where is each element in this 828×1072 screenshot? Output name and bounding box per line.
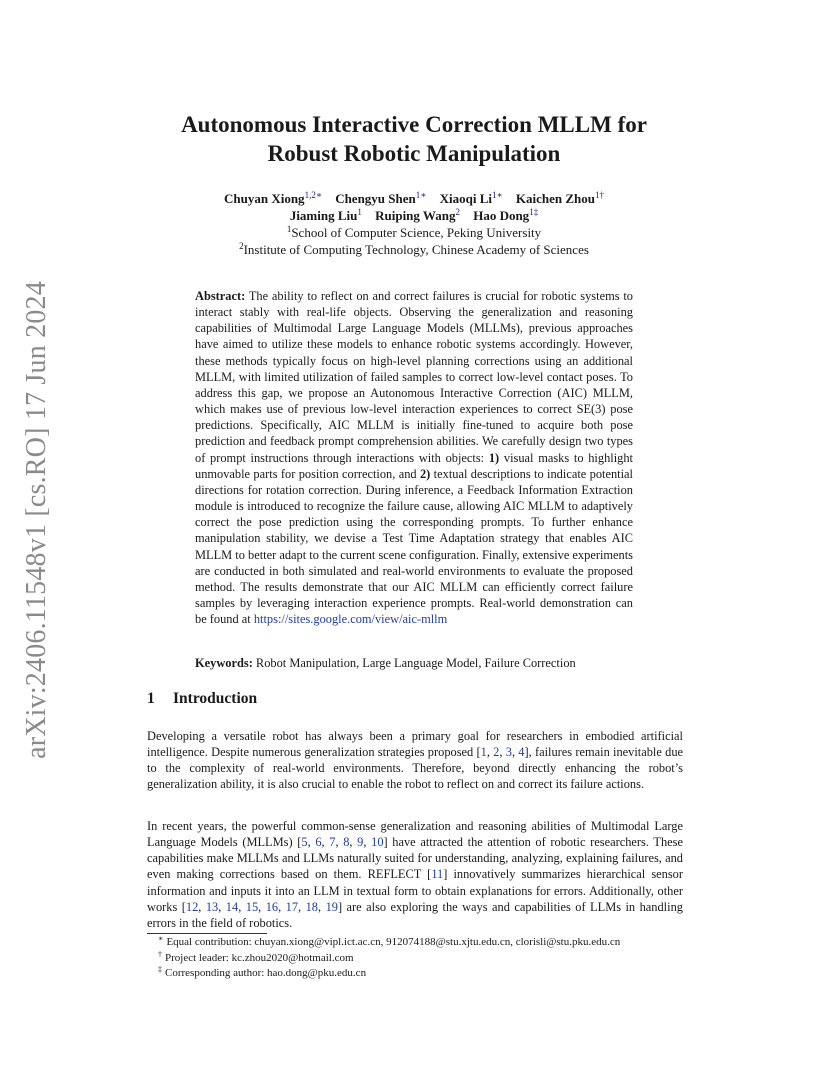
abstract <box>195 288 633 627</box>
section-title: Introduction <box>173 690 258 707</box>
citation-link[interactable]: 18 <box>305 899 318 914</box>
author-affiliation-mark[interactable]: 1 <box>357 207 362 217</box>
footnote-divider <box>147 933 267 934</box>
title-line-2: Robust Robotic Manipulation <box>267 141 561 166</box>
affiliation-text: School of Computer Science, Peking University <box>291 225 542 240</box>
body-text: ] have attracted the attention of robotic researchers. These capabilities make MLLMs and LLMs naturally suited for understanding, analyzing, explaining failures, and even making corrections based on them. REFLECT [ <box>147 835 683 882</box>
author-name: Chuyan Xiong <box>224 191 305 206</box>
section-heading <box>147 690 257 708</box>
citation-link[interactable]: 15 <box>245 899 259 914</box>
abstract-text: visual masks to highlight unmovable parts for position correction, and <box>195 450 633 481</box>
citation-link[interactable]: 13 <box>205 899 219 914</box>
citation-link[interactable]: 16 <box>265 899 279 914</box>
footnote-corresponding-author <box>158 966 620 982</box>
section-number: 1 <box>147 690 155 707</box>
footnote-text: Corresponding author: hao.dong@pku.edu.cn <box>165 967 367 979</box>
abstract-paragraph <box>195 288 633 627</box>
citation-link[interactable]: 17 <box>285 899 299 914</box>
body-text: ] innovatively summarizes hierarchical sensor information and inputs it into an LLM in textual form to obtain explanations for errors. Additionally, other works [ <box>147 867 683 914</box>
keywords <box>195 655 633 671</box>
abstract-item-marker: 2) <box>419 466 431 481</box>
abstract-text: The ability to reflect on and correct failures is crucial for robotic systems to interact stably with real-life objects. Observing the generalization and reasoning capabilities of Multimodal Large Language Models (MLLMs), previous approaches have aimed to utilize these models to enhance robotic systems accordingly. However, these methods typically focus on high-level planning corrections using an additional MLLM, with limited utilization of failed samples to correct low-level contact poses. To address this gap, we propose an Autonomous Interactive Correction (AIC) MLLM, which makes use of previous low-level interaction experiences to correct SE(3) pose predictions. Specifically, AIC MLLM is initially fine-tuned to acquire both pose prediction and feedback prompt comprehension abilities. We carefully design two types of prompt instructions through interactions with objects: <box>195 289 633 465</box>
keywords-label: Keywords: <box>195 656 253 670</box>
abstract-label: Abstract: <box>195 289 246 303</box>
author-name: Ruiping Wang <box>375 208 456 223</box>
citation-link[interactable]: 5 <box>301 835 308 850</box>
author-name: Hao Dong <box>473 208 530 223</box>
citation-link[interactable]: 4 <box>518 745 525 760</box>
footnotes <box>158 935 620 982</box>
author-block <box>110 190 718 258</box>
citation-link[interactable]: 10 <box>371 835 384 850</box>
abstract-item-marker: 1) <box>488 450 500 465</box>
citation-link[interactable]: 3 <box>505 745 512 760</box>
footnote-text: Equal contribution: chuyan.xiong@vipl.ict.ac.cn, 912074188@stu.xjtu.edu.cn, clorisli@stu.pku.edu.cn <box>166 936 621 948</box>
author-line-1 <box>110 190 718 207</box>
author-affiliation-mark[interactable]: 2 <box>455 207 460 217</box>
affiliation-2 <box>110 241 718 258</box>
citation-link[interactable]: 9 <box>357 835 364 850</box>
author-affiliation-mark[interactable]: 1∗ <box>415 190 427 200</box>
citation-link[interactable]: 11 <box>431 867 444 882</box>
author-line-2 <box>110 207 718 224</box>
citation-link[interactable]: 8 <box>343 835 350 850</box>
citation-link[interactable]: 7 <box>329 835 336 850</box>
body-text: ] are also exploring the ways and capabilities of LLMs in handling errors in the field of robotics. <box>147 899 683 930</box>
footnote-mark: ∗ <box>158 934 164 943</box>
body-text: In recent years, the powerful common-sense generalization and reasoning abilities of Multimodal Large Language Models (MLLMs) [ <box>147 819 683 850</box>
author-affiliation-mark[interactable]: 1∗ <box>492 190 503 200</box>
demo-link[interactable]: https://sites.google.com/view/aic-mllm <box>253 612 448 627</box>
affiliation-mark: 1 <box>286 224 292 234</box>
intro-paragraph-1: Developing a versatile robot has always been a primary goal for researchers in embodied artificial intelligence. Despite numerous generalization strategies proposed [1, 2, 3, 4], failures remain inevitable due to the complexity of real-world environments. Therefore, beyond directly enhancing the robot’s generalization ability, it is also crucial to enable the robot to reflect on and correct its failure actions. <box>147 729 684 792</box>
footnote-equal-contribution <box>158 935 620 951</box>
footnote-text: Project leader: kc.zhou2020@hotmail.com <box>165 951 354 964</box>
intro-paragraph-2: In recent years, the powerful common-sense generalization and reasoning abilities of Multimodal Large Language Models (MLLMs) [5, 6, 7, 8, 9, 10] have attracted the attention of robotic researchers. These capabilities make MLLMs and LLMs naturally suited for understanding, analyzing, explaining failures, and even making corrections based on them. REFLECT [11] innovatively summarizes hierarchical sensor information and inputs it into an LLM in textual form to obtain explanations for errors. Additionally, other works [12, 13, 14, 15, 16, 17, 18, 19] are also exploring the ways and capabilities of LLMs in handling errors in the field of robotics. <box>147 819 683 930</box>
affiliation-mark: 2 <box>239 241 244 251</box>
author-name: Xiaoqi Li <box>439 191 492 206</box>
paper-title <box>110 110 718 168</box>
citation-link[interactable]: 19 <box>325 899 338 914</box>
author-affiliation-mark[interactable]: 1,2∗ <box>304 190 322 200</box>
author-affiliation-mark[interactable]: 1‡ <box>529 207 539 217</box>
footnote-mark: † <box>158 949 162 959</box>
citation-link[interactable]: 12 <box>185 899 199 914</box>
citation-link[interactable]: 6 <box>315 835 322 850</box>
abstract-text: textual descriptions to indicate potential directions for rotation correction. During inference, a Feedback Information Extraction module is introduced to recognize the failure cause, allowing AIC MLLM to adaptively correct the pose prediction using the corresponding prompts. To further enhance manipulation stability, we devise a Test Time Adaptation strategy that enables AIC MLLM to better adapt to the current scene configuration. Finally, extensive experiments are conducted in both simulated and real-world environments to evaluate the proposed method. The results demonstrate that our AIC MLLM can efficiently correct failure samples by leveraging interaction experience prompts. Real-world demonstration can be found at <box>195 466 633 627</box>
author-name: Kaichen Zhou <box>515 191 595 206</box>
arxiv-sidebar <box>22 280 52 760</box>
author-name: Chengyu Shen <box>335 191 416 206</box>
arxiv-identifier: arXiv:2406.11548v1 [cs.RO] 17 Jun 2024 <box>21 281 52 759</box>
author-name: Jiaming Liu <box>289 208 358 223</box>
body-text: Developing a versatile robot has always been a primary goal for researchers in embodied artificial intelligence. Despite numerous generalization strategies proposed [ <box>147 729 683 760</box>
keywords-text: Robot Manipulation, Large Language Model, Failure Correction <box>252 656 576 670</box>
body-text: ], failures remain inevitable due to the complexity of real-world environments. Therefore, beyond directly enhancing the robot’s generalization ability, it is also crucial to enable the robot to reflect on and correct its failure actions. <box>147 745 684 792</box>
citation-link[interactable]: 2 <box>493 745 500 760</box>
title-line-1: Autonomous Interactive Correction MLLM for <box>181 112 647 137</box>
author-affiliation-mark[interactable]: 1† <box>594 190 604 200</box>
footnote-mark: ‡ <box>158 965 162 974</box>
citation-link[interactable]: 1 <box>480 745 487 760</box>
affiliation-text: Institute of Computing Technology, Chinese Academy of Sciences <box>243 242 589 257</box>
citation-link[interactable]: 14 <box>225 899 239 914</box>
affiliation-1 <box>110 224 718 241</box>
footnote-project-leader <box>158 951 620 967</box>
